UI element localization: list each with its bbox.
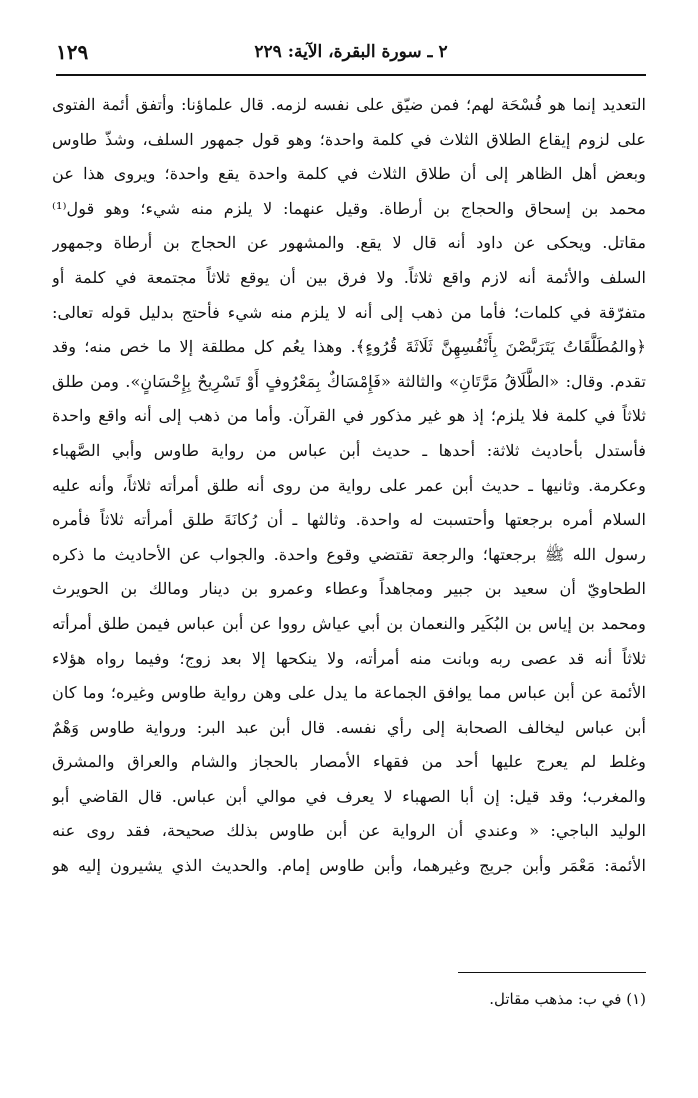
text-line: والمغرب؛ وقد قيل: إن أبا الصهباء لا يعرف في موالي أبن عباس. قال القاضي أبو bbox=[52, 786, 646, 806]
text-line: على لزوم إيقاع الطلاق الثلاث في كلمة واحدة؛ وهو قول جمهور السلف، وشذّ طاوس bbox=[52, 129, 646, 149]
running-header bbox=[56, 38, 646, 72]
header-divider bbox=[56, 74, 646, 76]
text-line: ومحمد بن إياس بن البُكَير والنعمان بن أبي عياش رووا عن أبن عباس فيمن طلق أمرأته bbox=[52, 613, 646, 633]
text-line: أبن عباس ليخالف الصحابة إلى رأي نفسه. قال أبن عبد البر: ورواية طاوس وَهْمٌ bbox=[52, 717, 646, 737]
text-line: وعكرمة. وثانيها ـ حديث أبن عمر على رواية من روى أنه طلق أمرأته ثلاثاً، وأنه عليه bbox=[52, 475, 646, 495]
text-line: ثلاثاً أنه قد عصى ربه وبانت منه أمرأته، ولا ينكحها إلا بعد زوج؛ وفيما رواه هؤلاء bbox=[52, 648, 646, 668]
text-line: ثلاثاً في كلمة فلا يلزم؛ إذ هو غير مذكور في القرآن. وأما من ذهب إلى أنه واقع واحدة bbox=[52, 406, 646, 426]
footnote: (١) في ب: مذهب مقاتل. bbox=[489, 990, 646, 1008]
text-line: تقدم. وقال: «الطَّلَاقُ مَرَّتَانِ» والثالثة «فَإِمْسَاكٌ بِمَعْرُوفٍ أَوْ تَسْرِيحٌ بِإِحْسَانٍ». ومن طلق bbox=[52, 371, 646, 391]
text-line: الأئمة: مَعْمَر وأبن جريج وغيرهما، وأبن طاوس إمام. والحديث الذي يشيرون إليه هو bbox=[52, 856, 646, 876]
text-line: وبعض أهل الظاهر إلى أن طلاق الثلاث في كلمة واحدة يقع واحدة؛ ويروى هذا عن bbox=[52, 164, 646, 184]
text-line: السلف والأئمة أنه لازم واقع ثلاثاً. ولا فرق بين أن يوقع ثلاثاً مجتمعة في كلمة أو bbox=[52, 267, 646, 287]
text-line: وغلط لم يعرج عليها أحد من فقهاء الأمصار بالحجاز والشام والعراق والمشرق bbox=[52, 752, 646, 772]
text-line: الوليد الباجي: « وعندي أن الرواية عن أبن طاوس بذلك صحيحة، فقد روى عنه bbox=[52, 821, 646, 841]
text-line: ﴿والمُطَلَّقَاتُ يَتَرَبَّصْنَ بِأَنْفُسِهِنَّ ثَلَاثَةَ قُرُوءٍ﴾. وهذا يعُم كل مطلقة إلا ما خص منه؛ وقد bbox=[52, 337, 646, 357]
text-line: التعديد إنما هو فُسْحَة لهم؛ فمن ضيّق على نفسه لزمه. قال علماؤنا: وأتفق أئمة الفتوى bbox=[52, 95, 646, 114]
text-line: فأستدل بأحاديث ثلاثة: أحدها ـ حديث أبن عباس من رواية طاوس وأبي الصَّهباء bbox=[52, 440, 646, 460]
text-line: محمد بن إسحاق والحجاج بن أرطاة. وقيل عنهما: لا يلزم منه شيء؛ وهو قول⁽¹⁾ bbox=[52, 198, 646, 218]
main-text-body bbox=[52, 88, 646, 884]
text-line: الأئمة عن أبن عباس مما يوافق الجماعة ما يدل على وهن رواية طاوس وغيره؛ وما كان bbox=[52, 683, 646, 703]
footnote-divider bbox=[458, 972, 646, 973]
text-line: السلام أمره برجعتها وأحتسبت له واحدة. وثالثها ـ أن رُكانَةَ طلق أمرأته ثلاثاً فأمره bbox=[52, 510, 646, 530]
text-line: متفرّقة في كلمات؛ فأما من ذهب إلى أنه لا يلزم منه شيء فأحتج بدليل قوله تعالى: bbox=[52, 302, 646, 322]
text-line: مقاتل. ويحكى عن داود أنه قال لا يقع. والمشهور عن الحجاج بن أرطاة وجمهور bbox=[52, 233, 646, 253]
surah-verse-title: ٢ ـ سورة البقرة، الآية: ٢٢٩ bbox=[254, 42, 448, 62]
page-number: ١٢٩ bbox=[56, 40, 89, 64]
text-line: رسول الله ﷺ برجعتها؛ والرجعة تقتضي وقوع واحدة. والجواب عن الأحاديث ما ذكره bbox=[52, 544, 646, 564]
text-line: الطحاويّ أن سعيد بن جبير ومجاهداً وعطاء وعمرو بن دينار ومالك بن الحويرث bbox=[52, 579, 646, 599]
